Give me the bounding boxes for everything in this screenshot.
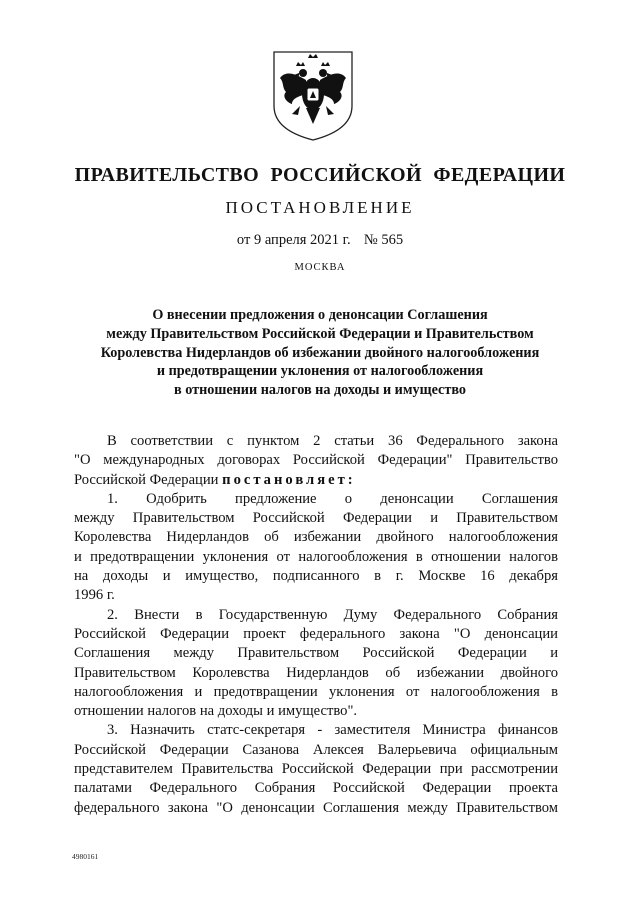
text-line: 3. Назначить статс-секретаря - заместителя Министра финансов [107,722,558,739]
text-line: 2. Внести в Государственную Думу Федерального Собрания [107,606,558,623]
text-line: налогообложения и предотвращении уклонения от налогообложения в [74,683,558,700]
document-number: № 565 [363,232,404,248]
intro-paragraph [74,432,558,490]
text-line: отношении налогов на доходы и имущество". [74,703,358,720]
text-fragment: Российской Федерации [74,471,219,488]
heading-line: Королевства Нидерландов об избежании двойного налогообложения [100,344,540,361]
text-line: палатами Федерального Собрания Российской Федерации проекта [74,780,558,797]
item-3-paragraph [74,721,558,817]
text-line [74,471,558,490]
document-date: от 9 апреля 2021 г. [236,232,351,248]
document-body [74,432,558,818]
text-line: Российской Федерации Сазанова Алексея Валерьевича официальным [74,741,558,758]
date-number-line [60,232,580,249]
text-line: 1996 г. [74,587,115,604]
government-title: ПРАВИТЕЛЬСТВО РОССИЙСКОЙ ФЕДЕРАЦИИ [74,164,566,186]
text-line: на доходы и имущество, подписанного в г. Москве 16 декабря [74,568,558,585]
heading-line: О внесении предложения о денонсации Соглашения [152,307,488,323]
text-line: "О международных договорах Российской Федерации" Правительство [74,452,558,469]
text-line: и предотвращении уклонения от налогообложения в отношении налогов [74,548,558,565]
text-line: федерального закона "О денонсации Соглашения между Правительством [74,799,558,816]
text-line: Соглашения между Правительством Российской Федерации и [74,645,558,662]
text-line: между Правительством Российской Федерации и Правительством [74,510,558,527]
decree-keyword: постановляет: [222,471,356,488]
item-1-paragraph [74,490,558,606]
heading-line: между Правительством Российской Федерации и Правительством [106,325,534,342]
heading-line: и предотвращении уклонения от налогообложения [156,363,484,380]
document-type: ПОСТАНОВЛЕНИЕ [225,198,415,217]
text-line: 1. Одобрить предложение о денонсации Соглашения [107,490,558,507]
text-line: Правительством Королевства Нидерландов об избежании двойного [74,664,558,681]
text-line: Королевства Нидерландов об избежании двойного налогообложения [74,529,558,546]
russian-coat-of-arms-icon [268,48,358,143]
document-heading [70,306,570,400]
city-name: МОСКВА [294,262,346,273]
text-line: Российской Федерации проект федерального закона "О денонсации [74,625,558,642]
item-2-paragraph [74,606,558,722]
heading-line: в отношении налогов на доходы и имущество [174,382,466,399]
text-line: В соответствии с пунктом 2 статьи 36 Федерального закона [107,433,558,449]
document-code: 4980161 [72,852,99,861]
text-line: представителем Правительства Российской Федерации при рассмотрении [74,761,558,778]
